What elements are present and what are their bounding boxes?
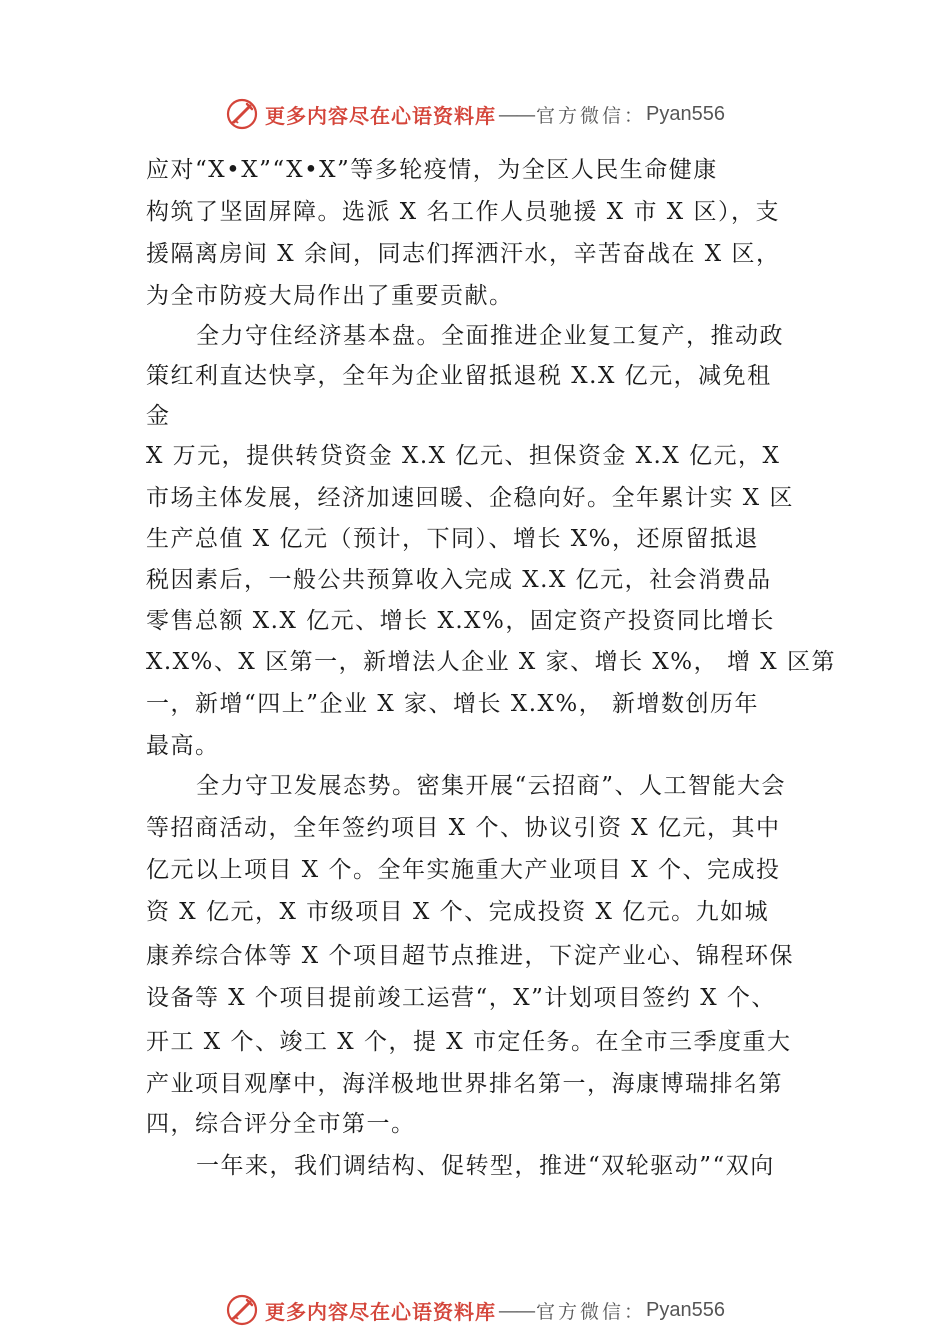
banner-title: 更多内容尽在心语资料库 <box>265 1299 496 1324</box>
text-line: 构筑了坚固屏障。选派 X 名工作人员驰援 X 市 X 区），支 <box>146 199 780 225</box>
footer-banner <box>0 1290 950 1330</box>
text-line: 亿元以上项目 X 个。全年实施重大产业项目 X 个、完成投 <box>146 857 781 883</box>
text-line: 应对“X•X”“X•X”等多轮疫情，为全区人民生命健康 <box>146 157 718 183</box>
text-line: 开工 X 个、竣工 X 个，提 X 市定任务。在全市三季度重大 <box>146 1029 792 1055</box>
text-line: 金 <box>146 403 171 429</box>
pen-seal-logo-icon <box>225 97 259 131</box>
banner-title: 更多内容尽在心语资料库 <box>265 103 496 128</box>
text-line: 税因素后，一般公共预算收入完成 X.X 亿元，社会消费品 <box>146 567 772 593</box>
text-line: 四，综合评分全市第一。 <box>146 1111 416 1137</box>
text-line: 市场主体发展，经济加速回暖、企稳向好。全年累计实 X 区 <box>146 485 794 511</box>
text-line: 资 X 亿元，X 市级项目 X 个、完成投资 X 亿元。九如城 <box>146 899 770 925</box>
text-line: 最高。 <box>146 733 220 759</box>
text-line: 生产总值 X 亿元（预计，下同）、增长 X%，还原留抵退 <box>146 526 760 552</box>
text-line: 为全市防疫大局作出了重要贡献。 <box>146 283 514 309</box>
text-line: 设备等 X 个项目提前竣工运营“，X”计划项目签约 X 个、 <box>146 985 776 1011</box>
header-banner <box>0 94 950 134</box>
text-line: 等招商活动，全年签约项目 X 个、协议引资 X 亿元，其中 <box>146 815 781 841</box>
banner-dash: —— <box>498 102 534 126</box>
banner-wechat-label: 官方微信： <box>536 104 647 127</box>
banner-dash: —— <box>498 1298 534 1322</box>
text-line: 一，新增“四上”企业 X 家、增长 X.X%， 新增数创历年 <box>146 691 760 717</box>
paragraph-start-line: 全力守住经济基本盘。全面推进企业复工复产，推动政 <box>196 323 784 349</box>
text-line: 康养综合体等 X 个项目超节点推进，下淀产业心、锦程环保 <box>146 943 794 969</box>
paragraph-start-line: 一年来，我们调结构、促转型，推进“双轮驱动”“双向 <box>196 1153 775 1179</box>
pen-seal-logo-icon <box>225 1293 259 1327</box>
text-line: 产业项目观摩中，海洋极地世界排名第一，海康博瑞排名第 <box>146 1071 783 1097</box>
banner-wechat-id: Pyan556 <box>646 102 725 125</box>
text-line: X.X%、X 区第一，新增法人企业 X 家、增长 X%， 增 X 区第 <box>146 649 836 675</box>
text-line: X 万元，提供转贷资金 X.X 亿元、担保资金 X.X 亿元，X <box>146 443 781 469</box>
text-line: 援隔离房间 X 余间，同志们挥洒汗水，辛苦奋战在 X 区， <box>146 241 781 267</box>
text-line: 策红利直达快享，全年为企业留抵退税 X.X 亿元，减免租 <box>146 363 772 389</box>
banner-wechat-id: Pyan556 <box>646 1298 725 1321</box>
paragraph-start-line: 全力守卫发展态势。密集开展“云招商”、人工智能大会 <box>196 773 787 799</box>
banner-wechat-label: 官方微信： <box>536 1300 647 1323</box>
text-line: 零售总额 X.X 亿元、增长 X.X%，固定资产投资同比增长 <box>146 608 775 634</box>
